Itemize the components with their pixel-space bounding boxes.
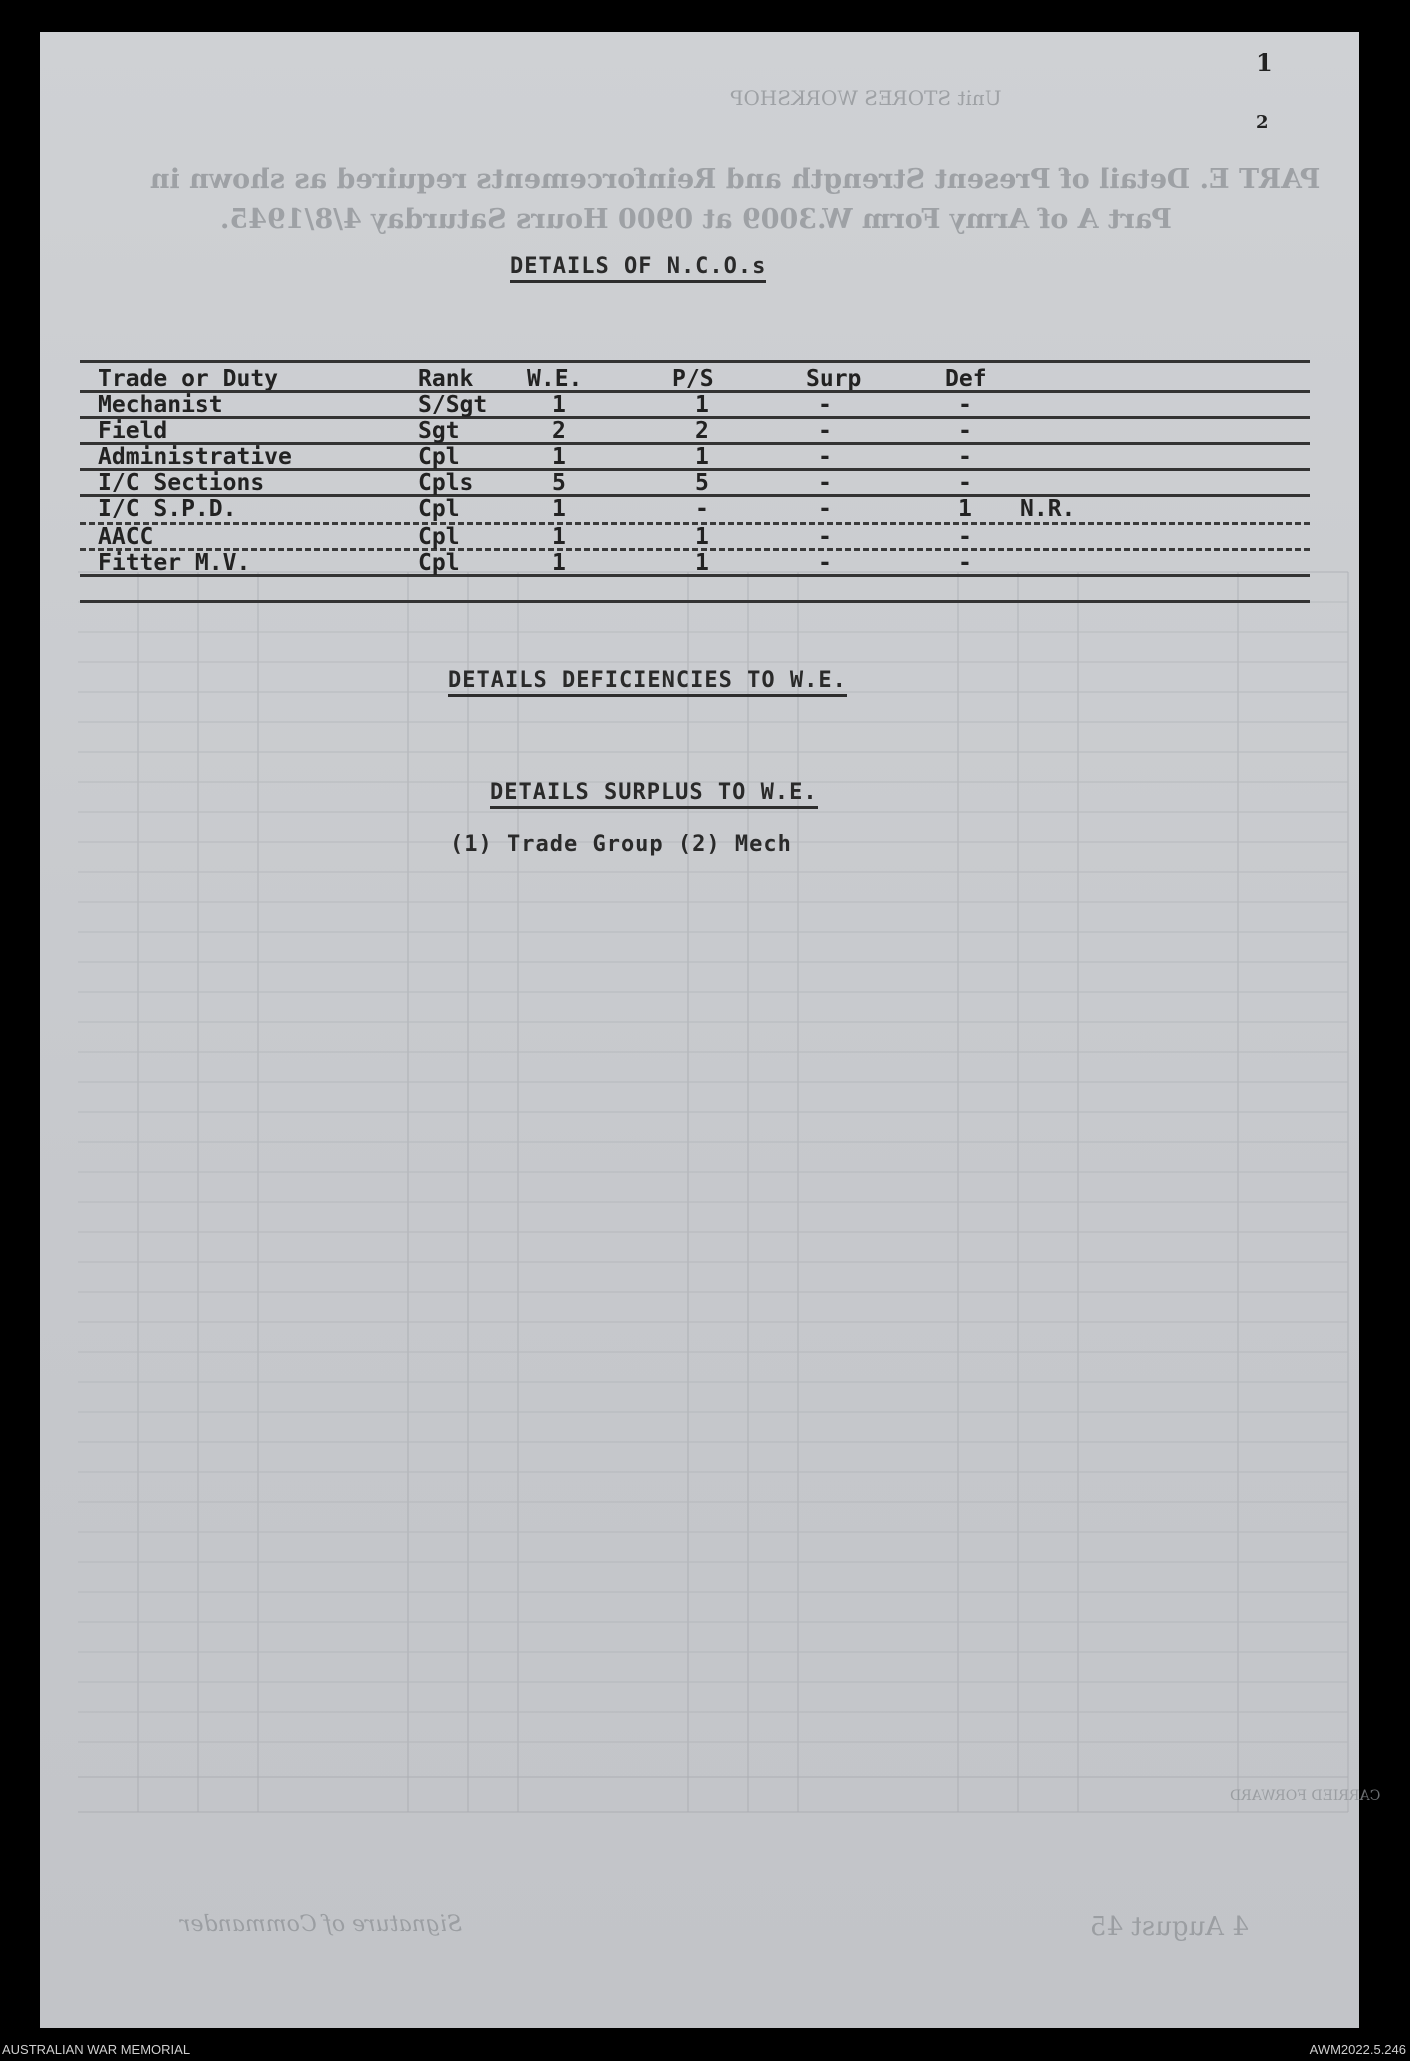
row-we: 5: [552, 470, 566, 496]
row-ps: 2: [695, 418, 709, 444]
row-trade: Mechanist: [98, 392, 223, 418]
footer-left: AUSTRALIAN WAR MEMORIAL: [2, 2042, 191, 2057]
col-header-surp: Surp: [806, 366, 862, 392]
row-trade: Administrative: [98, 444, 292, 470]
row-def: -: [958, 470, 972, 496]
col-header-we: W.E.: [527, 366, 583, 392]
ghost-form-grid: [78, 572, 1348, 1812]
row-trade: AACC: [98, 524, 154, 550]
col-header-ps: P/S: [672, 366, 714, 392]
surplus-title: [490, 780, 818, 805]
row-def: -: [958, 550, 972, 576]
row-surp: -: [818, 496, 832, 522]
surplus-line-1: (1) Trade Group (2) Mech: [450, 832, 792, 857]
row-def: 1: [958, 496, 972, 522]
row-we: 2: [552, 418, 566, 444]
ghost-signature: Signature of Commander: [180, 1912, 463, 1937]
row-rank: S/Sgt: [418, 392, 488, 418]
row-we: 1: [552, 444, 566, 470]
row-we: 1: [552, 496, 566, 522]
ghost-date-of-despatch: 4 August 45: [1090, 1912, 1249, 1942]
footer-right: AWM2022.5.246: [1309, 2042, 1406, 2057]
document-page: [40, 32, 1381, 2028]
ghost-unit-line: Unit STORES WORKSHOP: [730, 86, 1002, 110]
col-header-rank: Rank: [418, 366, 474, 392]
row-we: 1: [552, 550, 566, 576]
row-ps: 1: [695, 524, 709, 550]
ghost-part-a-heading: Part A of Army Form W.3009 at 0900 Hours Saturday 4/8/1945.: [220, 204, 1172, 235]
page-secondary-mark: 2: [1256, 112, 1269, 133]
page-number-mark: 1: [1256, 48, 1273, 77]
row-rank: Cpl: [418, 496, 460, 522]
row-trade: I/C S.P.D.: [98, 496, 237, 522]
row-surp: -: [818, 444, 832, 470]
ghost-part-e-heading: PART E. Detail of Present Strength and Reinforcements required as shown in: [150, 164, 1321, 195]
row-ps: 1: [695, 444, 709, 470]
row-note: N.R.: [1020, 496, 1076, 522]
deficiencies-title: [448, 668, 847, 693]
row-def: -: [958, 444, 972, 470]
surplus-title-text: DETAILS SURPLUS TO W.E.: [490, 780, 818, 809]
row-rank: Cpls: [418, 470, 474, 496]
row-def: -: [958, 524, 972, 550]
row-ps: 1: [695, 550, 709, 576]
table-rule: [80, 600, 1310, 603]
row-ps: 1: [695, 392, 709, 418]
row-rank: Cpl: [418, 444, 460, 470]
row-surp: -: [818, 470, 832, 496]
row-ps: 5: [695, 470, 709, 496]
row-trade: Field: [98, 418, 168, 444]
ghost-carried-forward: CARRIED FORWARD: [1230, 1788, 1381, 1804]
row-we: 1: [552, 524, 566, 550]
deficiencies-title-text: DETAILS DEFICIENCIES TO W.E.: [448, 668, 847, 697]
page-title: [510, 254, 766, 279]
row-def: -: [958, 392, 972, 418]
row-surp: -: [818, 418, 832, 444]
row-we: 1: [552, 392, 566, 418]
table-rule: [80, 360, 1310, 363]
row-surp: -: [818, 524, 832, 550]
row-trade: I/C Sections: [98, 470, 265, 496]
row-trade: Fitter M.V.: [98, 550, 251, 576]
row-surp: -: [818, 392, 832, 418]
row-rank: Cpl: [418, 550, 460, 576]
col-header-def: Def: [945, 366, 987, 392]
row-surp: -: [818, 550, 832, 576]
row-ps: -: [695, 496, 709, 522]
col-header-trade: Trade or Duty: [98, 366, 279, 392]
row-rank: Cpl: [418, 524, 460, 550]
row-def: -: [958, 418, 972, 444]
row-rank: Sgt: [418, 418, 460, 444]
page-title-text: DETAILS OF N.C.O.s: [510, 254, 766, 283]
